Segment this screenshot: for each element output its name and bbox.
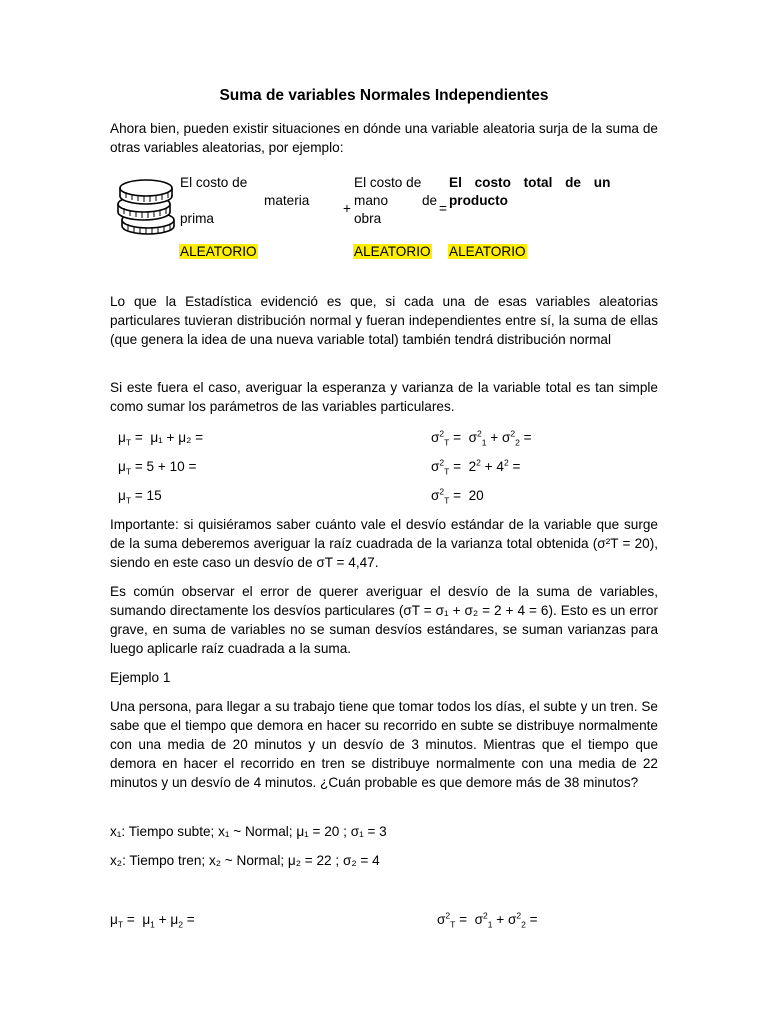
coin-stack-icon — [112, 176, 178, 240]
x1-definition: x₁: Tiempo subte; x₁ ~ Normal; μ₁ = 20 ; σ₁ = 3 — [110, 824, 387, 839]
mean-formula-3: $\mu_T = 15$ — [118, 488, 162, 506]
variance-formula-3: $\sigma^2_T = 20$ — [431, 486, 484, 506]
example-variance-formula: $\sigma^2_T = \sigma^2_1 + \sigma^2_2$ = — [437, 910, 538, 930]
paragraph-important: Importante: si quisiéramos saber cuánto vale el desvío estándar de la variable que surge de la suma deberemos averiguar la raíz cuadrada de la varianza total obtenida (σ²T = 20), siendo en este caso un desvío de σT = 4,47. — [110, 517, 658, 570]
cost2-top: El costo de — [354, 175, 422, 190]
paragraph-example: Una persona, para llegar a su trabajo tiene que tomar todos los días, el subte y un tren. Se sabe que el tiempo que demora en hacer su recorrido en subte se distribuye normalmente con una media de 20 minutos y un desvío de 3 minutos. Mientras que el tiempo que demora en hacer el recorrido en tren se distribuye normalmente con una media de 22 minutos y un desvío de 4 minutos. ¿Cuán probable es que demore más de 38 minutos? — [110, 699, 658, 790]
example-heading: Ejemplo 1 — [110, 670, 171, 685]
cost1-top: El costo de — [180, 175, 248, 190]
random-tag-3: ALEATORIO — [449, 244, 526, 259]
cost2-mano: mano — [354, 193, 389, 208]
cost1-bottom: prima — [180, 211, 214, 226]
equals-sign: = — [439, 201, 447, 216]
mean-formula-1: $\mu_T = \mu_1 + \mu_2$ = — [118, 430, 204, 448]
variance-formula-2: $\sigma^2_T = 2^2 + 4^2$ = — [431, 457, 521, 477]
x2-definition: x₂: Tiempo tren; x₂ ~ Normal; μ₂ = 22 ; σ₂ = 4 — [110, 853, 380, 868]
example-mean-formula: $\mu_T = \mu_1 + \mu_2$ = — [110, 912, 195, 930]
intro-paragraph: Ahora bien, pueden existir situaciones en dónde una variable aleatoria surja de la suma de otras variables aleatorias, por ejemplo: — [110, 121, 658, 155]
total-cost-line1: El costo total de un — [449, 175, 611, 190]
plus-sign: + — [343, 201, 351, 216]
cost2-bottom: obra — [354, 211, 382, 226]
random-tag-1: ALEATORIO — [180, 244, 257, 259]
paragraph-common-error: Es común observar el error de querer averiguar el desvío de la suma de variables, sumando directamente los desvíos particulares (σT = σ₁ + σ₂ = 2 + 4 = 6). Esto es un error grave, en suma de variables no se suman desvíos estándares, se suman varianzas para luego aplicarle raíz cuadrada a la suma. — [110, 584, 658, 656]
cost1-mid: materia — [264, 193, 310, 208]
paragraph-normal-sum: Lo que la Estadística evidenció es que, si cada una de esas variables aleatorias particulares tuvieran distribución normal y fueran independientes entre sí, la suma de ellas (que genera la idea de una nueva variable total) también tendrá distribución normal — [110, 294, 658, 347]
random-tag-2: ALEATORIO — [354, 244, 431, 259]
variance-formula-1: $\sigma^2_T = \sigma^2_1 + \sigma^2_2$ = — [431, 428, 532, 448]
page-title: Suma de variables Normales Independientes — [219, 87, 549, 104]
mean-formula-2: $\mu_T = 5 + 10$ = — [118, 459, 197, 477]
total-cost-line2: producto — [449, 193, 508, 208]
cost2-de: de — [422, 193, 438, 208]
paragraph-parameters: Si este fuera el caso, averiguar la esperanza y varianza de la variable total es tan simple como sumar los parámetros de las variables particulares. — [110, 380, 658, 414]
